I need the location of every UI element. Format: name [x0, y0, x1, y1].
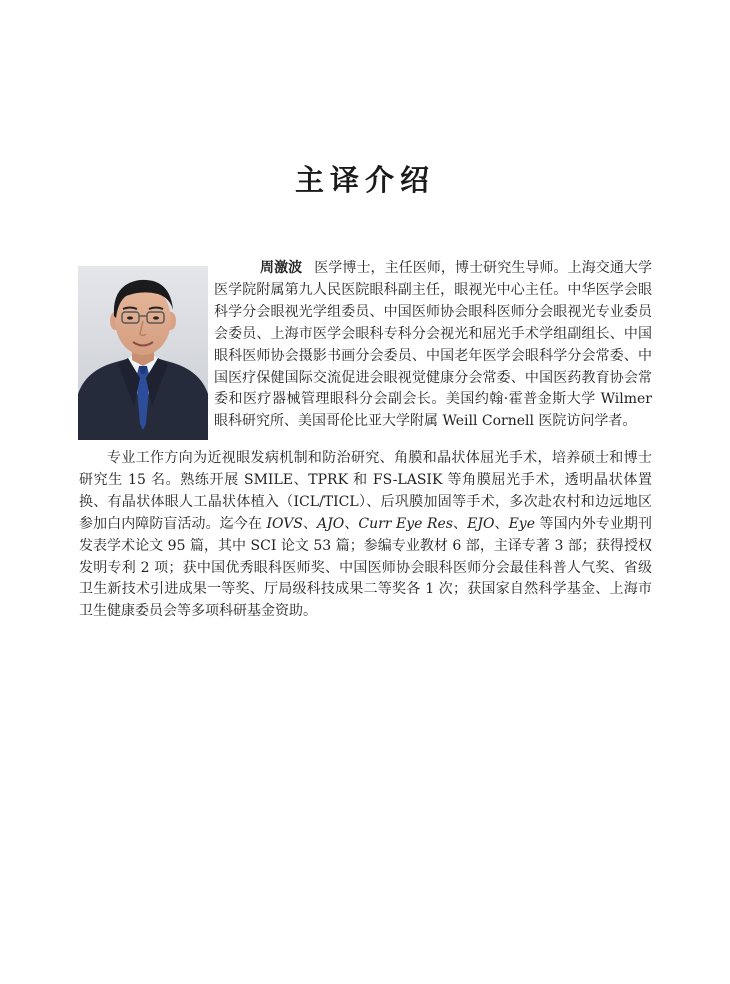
bio-work-intro: 专业工作方向为近视眼发病机制和防治研究、角膜和晶状体屈光手术，培养硕士和博士研究生 15 名。熟练开展 SMILE、TPRK 和 FS-LASIK 等角膜屈光手术，透明晶状体置换、有晶状体眼人工晶状体植入（ICL/TICL）、后巩膜加固等手术，多次赴农村和边远地区参加白内障防盲活动。迄今在	[79, 450, 652, 532]
bio-achievements: 等国内外专业期刊发表学术论文 95 篇，其中 SCI 论文 53 篇；参编专业教材 6 部，主译专著 3 部；获得授权发明专利 2 项；获中国优秀眼科医师奖、中国医师协会眼科医师分会最佳科普人气奖、省级卫生新技术引进成果一等奖、厅局级科技成果二等奖各 1 次；获国家自然科学基金、上海市卫生健康委员会等多项科研基金资助。	[79, 515, 652, 620]
journal-separator: 、	[452, 515, 468, 532]
journal-name: AJO	[317, 515, 345, 532]
photo-spacer	[79, 258, 214, 448]
journal-name: Curr Eye Res	[358, 515, 453, 532]
journal-separator: 、	[302, 515, 318, 532]
bio-text	[79, 258, 652, 623]
journal-name: EJO	[467, 515, 495, 532]
bio-paragraph-1	[79, 258, 652, 433]
bio-paragraph-2	[79, 448, 652, 623]
bio-intro: 医学博士，主任医师，博士研究生导师。上海交通大学医学院附属第九人民医院眼科副主任，眼视光中心主任。中华医学会眼科学分会眼视光学组委员、中国医师协会眼科医师分会眼视光专业委员会委员、上海市医学会眼科专科分会视光和屈光手术学组副组长、中国眼科医师协会摄影书画分会委员、中国老年医学会眼科学分会常委、中国医疗保健国际交流促进会眼视觉健康分会常委、中国医药教育协会常委和医疗器械管理眼科分会副会长。美国约翰·霍普金斯大学 Wilmer 眼科研究所、美国哥伦比亚大学附属 Weill Cornell 医院访问学者。	[214, 260, 653, 430]
translator-name: 周激波	[260, 260, 303, 276]
journal-name: Eye	[508, 515, 535, 532]
page-title: 主译介绍	[294, 163, 435, 197]
journal-name: IOVS	[266, 515, 303, 532]
journal-separator: 、	[494, 515, 509, 532]
journal-separator: 、	[344, 515, 359, 532]
